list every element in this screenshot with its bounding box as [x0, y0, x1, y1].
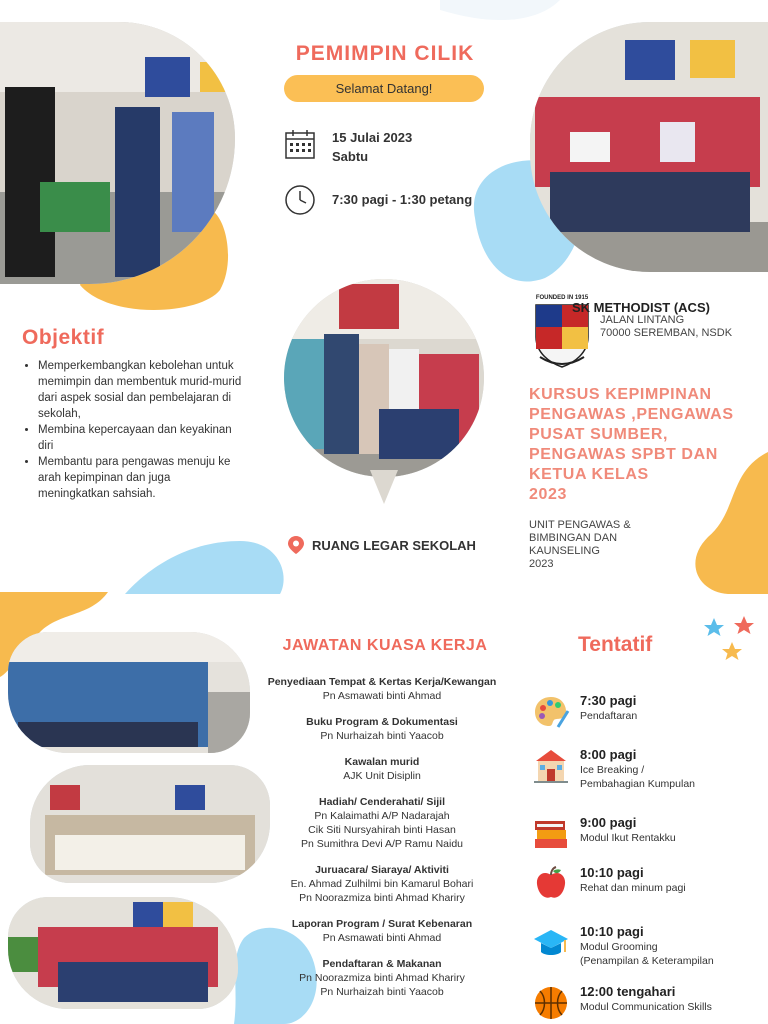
schedule-item — [532, 984, 712, 1022]
welcome-banner: Selamat Datang! — [284, 75, 484, 102]
school-icon — [532, 747, 570, 785]
page-title: PEMIMPIN CILIK — [295, 42, 475, 65]
schedule-desc: Modul Communication Skills — [580, 1001, 712, 1013]
schedule-time: 12:00 tengahari — [580, 984, 676, 999]
committee-title: JAWATAN KUASA KERJA — [282, 637, 488, 654]
course-line: 2023 — [529, 486, 567, 503]
committee-group — [262, 755, 502, 783]
committee-group — [262, 795, 502, 851]
event-date: 15 Julai 2023 — [332, 130, 413, 145]
schedule-title: Tentatif — [578, 633, 653, 656]
school-name: SK METHODIST (ACS) — [572, 300, 710, 315]
photo-group-students — [530, 22, 768, 272]
schedule-item — [532, 747, 695, 791]
schedule-item — [532, 865, 686, 903]
committee-member: Pn Noorazmiza binti Ahmad Khariry — [299, 972, 465, 984]
objective-title: Objektif — [22, 326, 105, 349]
blue-blob-mid — [120, 536, 285, 596]
committee-member: Pn Kalaimathi A/P Nadarajah — [314, 810, 450, 822]
stars-icon — [702, 614, 758, 670]
committee-member: Pn Nurhaizah binti Yaacob — [320, 730, 444, 742]
committee-member: AJK Unit Disiplin — [343, 770, 421, 782]
clock-icon — [284, 184, 316, 216]
committee-group — [262, 917, 502, 945]
committee-role: Pendaftaran & Makanan — [322, 958, 442, 970]
apple-icon — [532, 865, 570, 903]
photo-teachers-circle — [284, 279, 484, 477]
school-address-line: 70000 SEREMBAN, NSDK — [600, 327, 733, 339]
schedule-desc: Ice Breaking / — [580, 764, 645, 776]
schedule-desc: Rehat dan minum pagi — [580, 882, 686, 894]
schedule-desc: Pendaftaran — [580, 710, 638, 722]
objective-item: • Memperkembangkan kebolehan untuk memimpin dan membentuk murid-murid dari aspek sosial dan pembelajaran di sekolah, — [38, 358, 243, 422]
calendar-icon — [284, 128, 316, 160]
committee-member: Pn Asmawati binti Ahmad — [322, 932, 442, 944]
schedule-item — [532, 924, 714, 968]
course-line: KETUA KELAS — [529, 466, 649, 483]
committee-group — [262, 957, 502, 999]
committee-member: Pn Nurhaizah binti Yaacob — [320, 986, 444, 998]
objective-list — [22, 358, 243, 502]
course-line: PUSAT SUMBER, — [529, 426, 669, 443]
course-line: KURSUS KEPIMPINAN — [529, 386, 712, 403]
unit-line: 2023 — [529, 558, 554, 570]
schedule-time: 9:00 pagi — [580, 815, 637, 830]
unit-line: KAUNSELING — [529, 545, 600, 557]
committee-role: Kawalan murid — [344, 756, 420, 768]
committee-member: Pn Asmawati binti Ahmad — [322, 690, 442, 702]
schedule-time: 8:00 pagi — [580, 747, 637, 762]
committee-role: Hadiah/ Cenderahati/ Sijil — [318, 796, 446, 808]
committee-member: Pn Noorazmiza binti Ahmad Khariry — [299, 892, 465, 904]
schedule-item — [532, 693, 637, 731]
committee-role: Buku Program & Dokumentasi — [306, 716, 458, 728]
school-address — [600, 314, 732, 340]
schedule-item — [532, 815, 676, 853]
school-logo-text: FOUNDED IN 1915 — [535, 295, 589, 301]
schedule-desc: (Penampilan & Keterampilan — [580, 955, 714, 967]
event-day: Sabtu — [332, 149, 369, 164]
committee-role: Juruacara/ Siaraya/ Aktiviti — [315, 864, 449, 876]
event-location: RUANG LEGAR SEKOLAH — [312, 537, 476, 553]
date-row — [284, 128, 412, 166]
course-line: PENGAWAS ,PENGAWAS — [529, 406, 734, 423]
schedule-desc: Modul Grooming — [580, 941, 658, 953]
committee-member: En. Ahmad Zulhilmi bin Kamarul Bohari — [290, 878, 474, 890]
photo-line-up — [8, 632, 250, 753]
committee-role: Laporan Program / Surat Kebenaran — [291, 918, 473, 930]
cloud-top-right — [440, 0, 560, 30]
unit-info — [529, 519, 689, 571]
schedule-time: 10:10 pagi — [580, 865, 644, 880]
committee-group — [262, 715, 502, 743]
schedule-desc: Pembahagian Kumpulan — [580, 778, 695, 790]
committee-group — [262, 675, 502, 703]
books-icon — [532, 815, 570, 853]
committee-group — [262, 863, 502, 905]
schedule-time: 7:30 pagi — [580, 693, 637, 708]
unit-line: UNIT PENGAWAS & — [529, 519, 631, 531]
schedule-time: 10:10 pagi — [580, 924, 644, 939]
objective-item: • Membantu para pengawas menuju ke arah kepimpinan dan juga meningkatkan sahsiah. — [38, 454, 243, 502]
location-pin-icon — [288, 536, 304, 554]
course-title — [529, 385, 759, 505]
committee-list — [262, 675, 502, 1011]
time-row — [284, 184, 472, 216]
location-row — [288, 536, 476, 554]
school-address-line: JALAN LINTANG — [600, 314, 685, 326]
photo-certificates — [30, 765, 270, 883]
schedule-desc: Modul Ikut Rentakku — [580, 832, 676, 844]
unit-line: BIMBINGAN DAN — [529, 532, 618, 544]
basketball-icon — [532, 984, 570, 1022]
event-time: 7:30 pagi - 1:30 petang — [332, 192, 473, 207]
committee-role: Penyediaan Tempat & Kertas Kerja/Kewangan — [267, 676, 497, 688]
committee-member: Cik Siti Nursyahirah binti Hasan — [308, 824, 456, 836]
graduation-cap-icon — [532, 924, 570, 962]
objective-item: • Membina kepercayaan dan keyakinan diri — [38, 422, 243, 454]
committee-member: Pn Sumithra Devi A/P Ramu Naidu — [300, 838, 464, 850]
photo-pin-pointer — [370, 470, 398, 506]
palette-icon — [532, 693, 570, 731]
course-line: PENGAWAS SPBT DAN — [529, 446, 718, 463]
photo-students-certificates — [8, 897, 238, 1009]
